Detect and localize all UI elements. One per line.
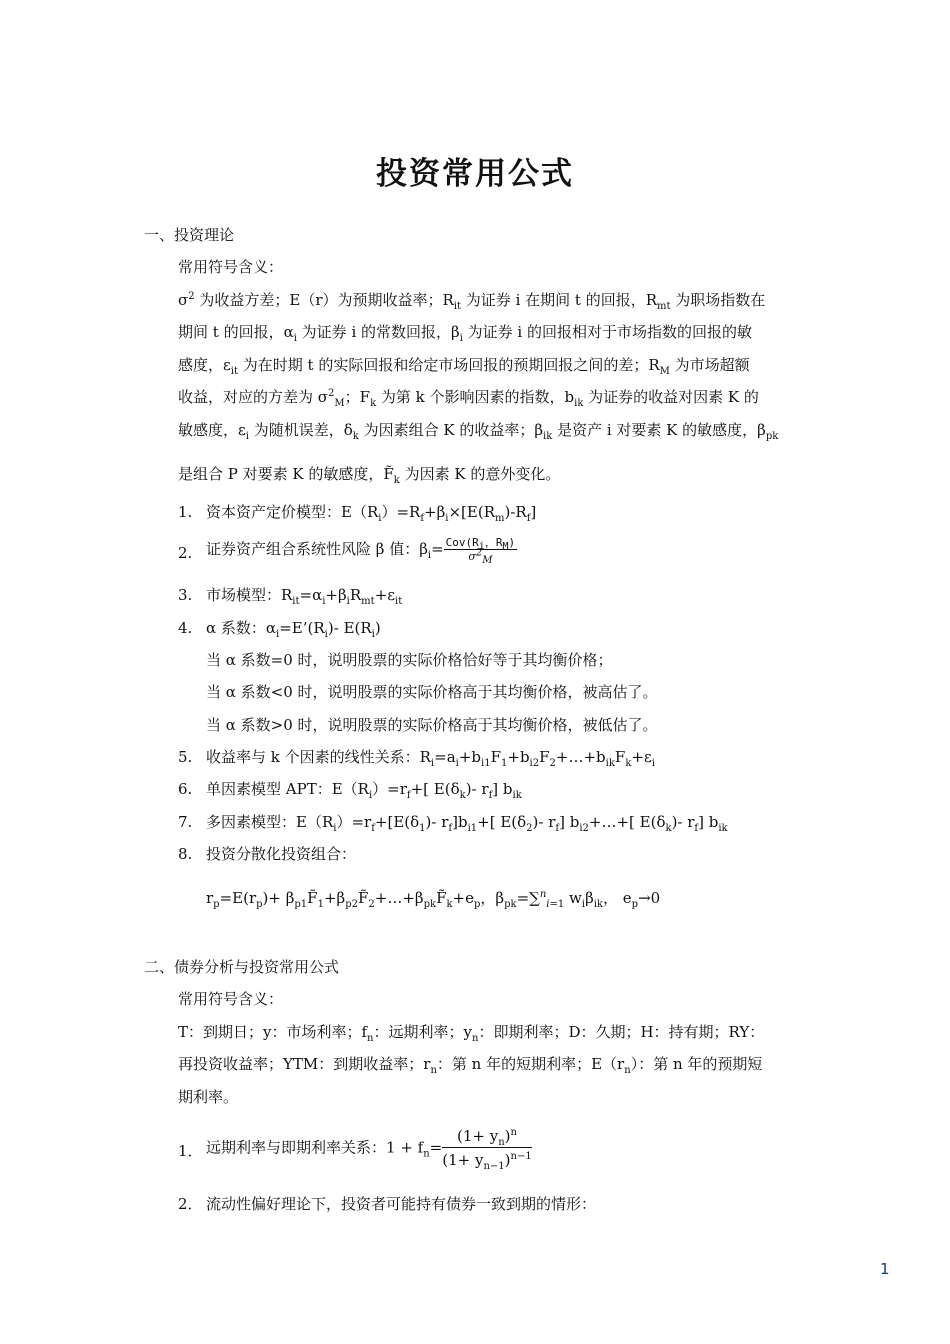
- section-heading: 二、债券分析与投资常用公式: [144, 958, 340, 976]
- formula-forward-rate: 远期利率与即期利率关系：$1 + f_n=$ $\frac{(1+ y_n)^n}{(1+ y_{n-1})^{n-1}}$: [206, 1127, 532, 1172]
- symbols-label: 常用符号含义：: [178, 990, 284, 1008]
- list-number: 1.: [178, 503, 193, 521]
- page-number: 1: [880, 1260, 890, 1278]
- symbols-paragraph-line: 收益，对应的方差为 $\sigma^2_M$；$F_k$ 为第 k 个影响因素的指数，$b_{ik}$ 为证券的收益对因素 K 的: [178, 388, 759, 409]
- liquidity-preference-line: 流动性偏好理论下，投资者可能持有债券一致到期的情形：: [206, 1195, 597, 1213]
- symbols-paragraph-line: 期间 t 的回报，$\alpha_i$ 为证券 i 的常数回报，$\beta_i$ 为证券 i 的回报相对于市场指数的回报的敏: [178, 323, 752, 344]
- list-number: 8.: [178, 845, 193, 863]
- symbols-paragraph-line: 敏感度，$\varepsilon_i$ 为随机误差，$\delta_k$ 为因素组合 K 的收益率；$\beta_{ik}$ 是资产 i 对要素 K 的敏感度，$\beta_{pk}$: [178, 421, 779, 442]
- alpha-note: 当 α 系数<0 时，说明股票的实际价格高于其均衡价格，被高估了。: [206, 683, 658, 701]
- symbols-label: 常用符号含义：: [178, 258, 284, 276]
- formula-market-model: 市场模型：$R_{it}=\alpha_i+\beta_iR_{mt}+\varepsilon_{it}$: [206, 586, 403, 607]
- forward-rate-fraction: $\frac{(1+ y_n)^n}{(1+ y_{n-1})^{n-1}}$: [442, 1127, 532, 1172]
- beta-fraction: $\frac{Cov(R_i,R_M)}{\sigma^2_M}$: [445, 536, 516, 567]
- formula-diversification-label: 投资分散化投资组合：: [206, 845, 357, 863]
- list-number: 4.: [178, 619, 193, 637]
- list-number: 1．: [178, 1142, 203, 1160]
- alpha-note: 当 α 系数=0 时，说明股票的实际价格恰好等于其均衡价格；: [206, 651, 613, 669]
- formula-alpha: α 系数：$\alpha_i=E’(R_i)-$ $E(R_i)$: [206, 619, 381, 640]
- formula-capm: 资本资产定价模型：$E(R_i)=R_f+\beta_i\times[E(R_m)-R_f]$: [206, 503, 537, 524]
- symbols-paragraph-line: 是组合 P 对要素 K 的敏感度，$F̃_k$ 为因素 K 的意外变化。: [178, 465, 561, 486]
- list-number: 2.: [178, 544, 193, 562]
- list-number: 5.: [178, 748, 193, 766]
- symbols-paragraph-line: 期利率。: [178, 1088, 239, 1106]
- list-number: 2．: [178, 1195, 203, 1213]
- symbols-paragraph-line: 感度，$\varepsilon_{it}$ 为在时期 t 的实际回报和给定市场回报的预期回报之间的差；$R_M$ 为市场超额: [178, 356, 750, 377]
- symbols-paragraph-line: $\sigma^2$ 为收益方差；E（r）为预期收益率；$R_{it}$ 为证券 i 在期间 t 的回报，$R_{mt}$ 为职场指数在: [178, 291, 766, 312]
- section-heading: 一、投资理论: [144, 226, 235, 244]
- formula-factor-linear: 收益率与 k 个因素的线性关系：$R_i=a_i+b_{i1}F_1+b_{i2}F_2+\dots+b_{ik}F_k+\varepsilon_i$: [206, 748, 655, 769]
- list-number: 7.: [178, 813, 193, 831]
- list-number: 3.: [178, 586, 193, 604]
- formula-portfolio: $r_p=E(r_p)+$ $\beta_{p1}F̃_1+\beta_{p2}F̃_2+\dots+\beta_{pk}F̃_k+e_p$，$\beta_{pk}=\sum^n_{i=1}$ $w_i\beta_{ik}$， $e_p\to 0$: [206, 889, 661, 910]
- page-title: 投资常用公式: [376, 156, 574, 192]
- formula-apt-multi: 多因素模型：$E(R_i)=r_f+[E(\delta_1)-$ $r_f]b_{i1}+$[ $E(\delta_2)-$ $r_f$] $b_{i2}+\dots+$[ $E(\delta_k)-$ $r_f$] $b_{ik}$: [206, 813, 728, 834]
- formula-apt-single: 单因素模型 APT：$E(R_i)=r_f+$[ $E(\delta_k)-$ $r_f$] $b_{ik}$: [206, 780, 522, 801]
- list-number: 6.: [178, 780, 193, 798]
- formula-beta: 证券资产组合系统性风险 β 值：$\beta_i=$ $\frac{Cov(R_i,R_M)}{\sigma^2_M}$: [206, 536, 516, 567]
- alpha-note: 当 α 系数>0 时，说明股票的实际价格高于其均衡价格，被低估了。: [206, 716, 658, 734]
- symbols-paragraph-line: T：到期日；y：市场利率；$f_n$：远期利率；$y_n$：即期利率；D：久期；H：持有期；RY：: [178, 1023, 765, 1044]
- symbols-paragraph-line: 再投资收益率；YTM：到期收益率；$r_n$：第 n 年的短期利率；$E(r_n)$：第 n 年的预期短: [178, 1055, 763, 1076]
